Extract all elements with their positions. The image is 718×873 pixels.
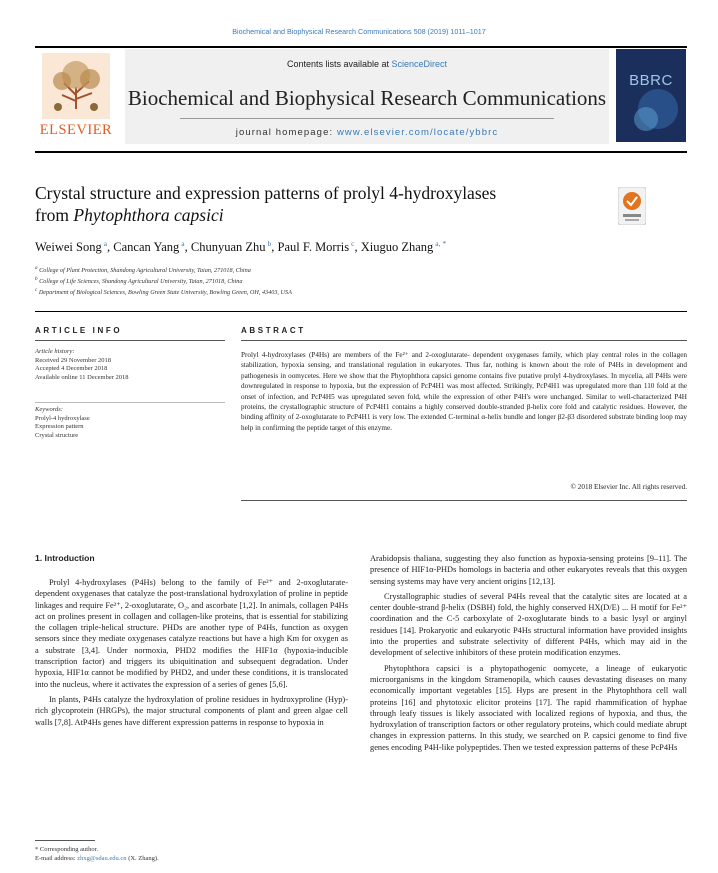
affiliation-text: Department of Biological Sciences, Bowling Green State University, Bowling Green, OH, 43403, USA xyxy=(38,289,292,297)
email-label: E-mail address: xyxy=(35,855,78,862)
corresponding-author-note: * Corresponding author. xyxy=(35,846,99,853)
body-column-right xyxy=(370,553,687,753)
abstract-heading: ABSTRACT xyxy=(241,326,306,335)
affiliation-text: College of Plant Protection, Shandong Agricultural University, Taian, 271018, China xyxy=(39,267,251,275)
author-affiliation-sup[interactable]: a, * xyxy=(435,239,447,248)
article-history xyxy=(35,348,225,382)
keywords xyxy=(35,406,225,440)
affiliation-a xyxy=(35,265,535,274)
cover-art xyxy=(616,49,686,142)
homepage-prefix: journal homepage: xyxy=(235,127,337,138)
copyright: © 2018 Elsevier Inc. All rights reserved. xyxy=(570,483,687,491)
affiliation-sup: b xyxy=(35,276,38,282)
author-separator: , xyxy=(271,240,278,255)
email-link[interactable]: zhxg@sdau.edu.cn xyxy=(77,855,127,862)
body-column-left xyxy=(35,577,348,728)
check-for-updates-icon[interactable] xyxy=(618,187,646,225)
article-title xyxy=(35,182,595,226)
masthead-rule xyxy=(35,151,687,153)
cover-title: BBRC xyxy=(629,72,673,89)
author-affiliation-sup[interactable]: a xyxy=(181,239,185,248)
keyword: Prolyl-4 hydroxylase xyxy=(35,414,90,422)
title-line-1: Crystal structure and expression patterns of prolyl 4-hydroxylases xyxy=(35,183,497,203)
contents-line xyxy=(125,59,609,69)
author-separator: , xyxy=(184,240,191,255)
affiliation-rule xyxy=(35,311,687,312)
journal-reference[interactable]: Biochemical and Biophysical Research Communications 508 (2019) 1011–1017 xyxy=(232,27,486,36)
author-name[interactable]: Weiwei Song xyxy=(35,240,102,255)
author-separator: , xyxy=(354,240,361,255)
title-line-2 xyxy=(35,204,595,226)
section-heading-introduction: 1. Introduction xyxy=(35,553,95,563)
email-suffix: (X. Zhang). xyxy=(126,855,159,862)
journal-name: Biochemical and Biophysical Research Communications xyxy=(127,86,607,110)
top-rule xyxy=(35,46,687,48)
title-species: Phytophthora capsici xyxy=(73,205,224,225)
history-label: Article history: xyxy=(35,348,75,355)
affiliation-sup: c xyxy=(35,287,38,293)
received-date: Received 29 November 2018 xyxy=(35,356,111,364)
keywords-label: Keywords: xyxy=(35,406,63,413)
affiliation-c xyxy=(35,287,535,296)
abstract-rule xyxy=(241,340,687,341)
affiliation-b xyxy=(35,276,535,285)
paragraph: Crystallographic studies of several P4Hs reveal that the catalytic sites are located at a center double-strand β-helix (DSBH) fold, the highly conserved HX(D/E) ... H motif for Fe²⁺ coordination and the C-5 carboxylate of 2-oxoglutarate binds to a basic lysyl or arginyl residues [14]. Prokaryotic and eukaryotic P4Hs structural information have provided insights into the properties and substrate selectivity of different P4Hs, which may aid in the development of selective inhibitors of these protein modification enzymes. xyxy=(370,591,687,658)
article-info-heading: ARTICLE INFO xyxy=(35,326,123,335)
journal-homepage xyxy=(125,127,609,138)
author-affiliation-sup[interactable]: b xyxy=(267,239,272,248)
paragraph: Arabidopsis thaliana, suggesting they also function as hypoxia-sensing proteins [9–11]. The presence of HIF1α-PHDs homologs in bacteria and other eukaryotes reveals that this oxygen sensing systems may have very ancient origins [12,13]. xyxy=(370,554,687,586)
abstract-bottom-rule xyxy=(241,500,687,501)
keyword: Crystal structure xyxy=(35,431,79,439)
author-name[interactable]: Xiuguo Zhang xyxy=(360,240,434,255)
footnote xyxy=(35,845,348,863)
title-prefix: from xyxy=(35,205,74,225)
online-date: Available online 11 December 2018 xyxy=(35,373,129,381)
affiliation-text: College of Life Sciences, Shandong Agricultural University, Taian, 271018, China xyxy=(39,278,243,286)
homepage-link[interactable]: www.elsevier.com/locate/ybbrc xyxy=(336,127,499,138)
sciencedirect-link[interactable]: ScienceDirect xyxy=(391,59,448,69)
author-separator: , xyxy=(107,240,114,255)
keywords-rule xyxy=(35,402,225,403)
author-name[interactable]: Chunyuan Zhu xyxy=(190,240,266,255)
paragraph: Prolyl 4-hydroxylases (P4Hs) belong to the family of Fe²⁺ and 2-oxoglutarate- dependent oxygenases that catalyze the post-translational hydroxylation of proline in peptide linkages and require Fe²⁺, 2-oxoglutarate, O₂, and ascorbate [1,2]. In animals, collagen P4Hs act on prolines present in collagen and collagen-like proteins, that is essential for stabilizing the collagen triple-helical structure. PHDs are another type of P4Hs, function as oxygen sensors since they mediate oxygenases catalyze reactions but have a high Km for oxygen as a substrate [3,4]. Under normoxia, PHD2 modifies the HIF1α (hypoxia-inducible transcription factor) and triggers its ubiquitination and subsequent degradation. Under hypoxia, HIF1α cannot be modified by PHD2, and under these conditions, it is translocated into the nucleus, where it activates the expression of a series of genes [5,6]. xyxy=(35,578,348,689)
contents-prefix: Contents lists available at xyxy=(286,59,392,69)
author-name[interactable]: Paul F. Morris xyxy=(277,240,350,255)
elsevier-wordmark[interactable]: ELSEVIER xyxy=(39,122,113,138)
abstract-text: Prolyl 4-hydroxylases (P4Hs) are members of the Fe²⁺ and 2-oxoglutarate- dependent oxygenases family, which play central roles in the collagen stabilization, hypoxia sensing, and translational regulation in eukaryotes. Thus far, nothing is known about the role of P4Hs in development and pathogenesis in oomycetes. Here we show that the Phytophthora capsici genome contains five putative prolyl 4-hydroxylases. In mycelia, all P4Hs were downregulated in response to hypoxia, but the expression of PcP4H1 was most affected. Strikingly, PcP4H1 was upregulated more than 110 fold at the onset of infection, and PcP4H5 was upregulated seven fold, while the expression of other P4H's were unchanged. Similar to well-characterized P4H proteins, the crystallographic structure of PcP4H1 contains a highly conserved double-stranded β-helix core fold and catalytic residues. However, the binding affinity of 2-oxoglutarate to PcP4H1 is very low. The extended C-terminal α-helix bundle and longer β2-β3 disordered substrate binding loop may help in confirming the peptide target of this enzyme. xyxy=(241,351,687,432)
author-name[interactable]: Cancan Yang xyxy=(113,240,180,255)
keyword: Expression pattern xyxy=(35,423,84,431)
author-affiliation-sup[interactable]: c xyxy=(351,239,355,248)
author-list xyxy=(35,239,635,255)
accepted-date: Accepted 4 December 2018 xyxy=(35,365,108,373)
paragraph: In plants, P4Hs catalyze the hydroxylation of proline residues in hydroxyproline (Hyp)-rich glycoprotein (HRGPs), the major structural components of plant and green algae cell walls [7,8]. AtP4Hs genes have different expression patterns in response to hypoxia in xyxy=(35,694,348,727)
footnote-rule xyxy=(35,840,95,841)
article-info-rule xyxy=(35,340,225,341)
affiliation-sup: a xyxy=(35,265,38,271)
masthead-divider xyxy=(180,118,554,119)
author-affiliation-sup[interactable]: a xyxy=(103,239,108,248)
paragraph: Phytophthora capsici is a phytopathogenic oomycete, a lineage of eukaryotic microorganisms in the kingdom Stramenopila, which causes devastating diseases on many economically important vegetables [15]. Hyps are present in the Phytophthora cell wall proteins [16] and phytotoxic elicitor proteins [17]. The rapid rhammification of hyphae through leafy tissues is likely associated with localized regions of hypoxia, and thus, the hydroxylation of transcription factors or other regulatory proteins, which could mediate abrupt changes in expression patterns. In this study, we searched on P. capsici genome to find five genes encoding P4H-like polypeptides. Then we tested expression patterns of these PcP4Hs xyxy=(370,663,687,752)
